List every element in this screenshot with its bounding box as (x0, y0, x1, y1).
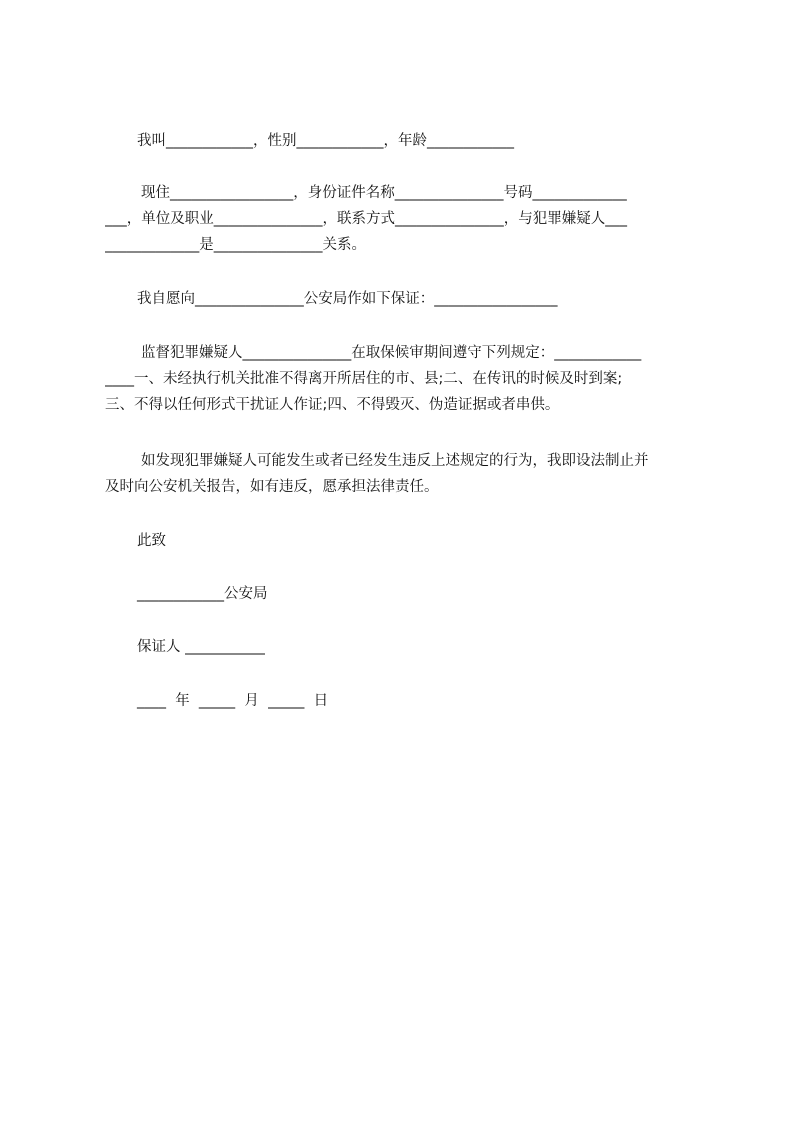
text-line: 监督犯罪嫌疑人_______________在取保候审期间遵守下列规定：____________ (141, 345, 642, 361)
guarantor-signature-line (105, 634, 701, 660)
text-line: ____________公安局 (137, 586, 268, 602)
date-line (105, 688, 701, 714)
text-line: 此致 (137, 533, 166, 549)
text-line: ____ 年 _____ 月 _____ 日 (137, 693, 329, 709)
text-line: 保证人 ___________ (137, 639, 265, 655)
text-line: ___，单位及职业_______________，联系方式_______________，与犯罪嫌疑人___ (105, 211, 627, 227)
text-line: 现住_________________，身份证件名称_______________号码_____________ (141, 185, 627, 201)
text-line: 三、不得以任何形式干扰证人作证;四、不得毁灭、伪造证据或者串供。 (105, 397, 560, 413)
paragraph-reporting-duty (105, 448, 701, 500)
paragraph-guarantee-statement (105, 286, 701, 312)
paragraph-personal-info (105, 128, 701, 154)
text-line: 及时向公安机关报告，如有违反，愿承担法律责任。 (105, 479, 439, 495)
closing-salutation (105, 528, 701, 554)
paragraph-supervision-rules (105, 340, 701, 418)
text-line: 我叫____________，性别____________，年龄____________ (137, 133, 514, 149)
text-line: 我自愿向_______________公安局作如下保证：_________________ (137, 291, 558, 307)
text-line: ____一、未经执行机关批准不得离开所居住的市、县;二、在传讯的时候及时到案; (105, 371, 623, 387)
text-line: _____________是_______________关系。 (105, 237, 366, 253)
recipient-police-bureau (105, 581, 701, 607)
text-line: 如发现犯罪嫌疑人可能发生或者已经发生违反上述规定的行为，我即设法制止并 (141, 453, 649, 469)
paragraph-address-relation (105, 180, 701, 258)
